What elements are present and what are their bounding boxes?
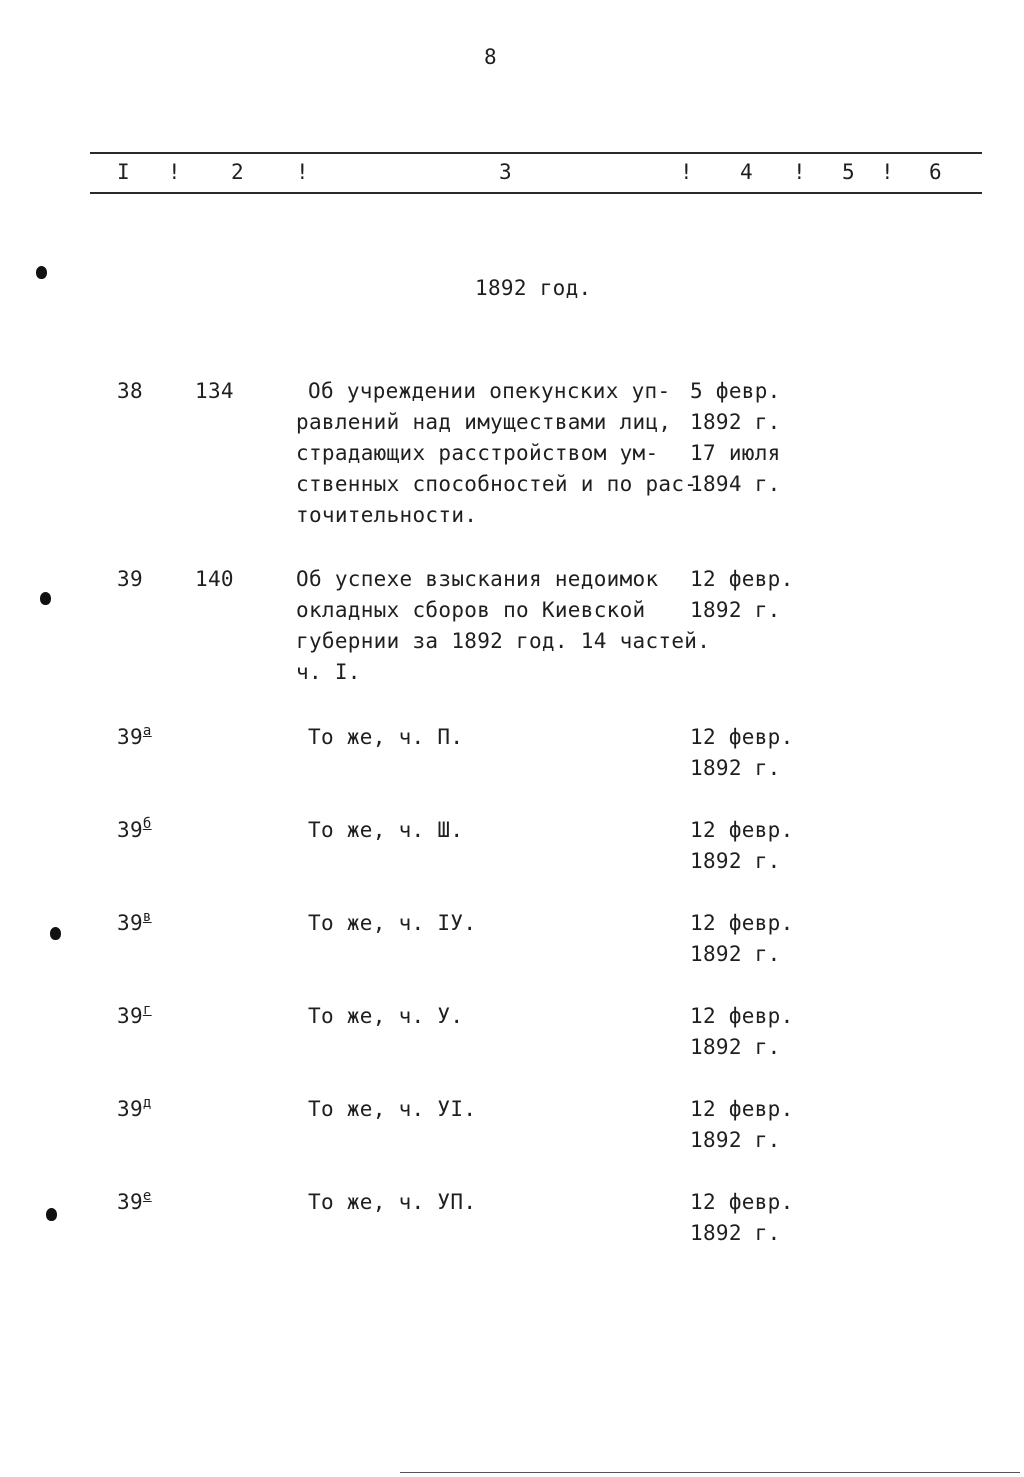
entry-number-superscript: д: [142, 1095, 152, 1111]
punch-hole-mark: [36, 266, 47, 279]
entry-date-line: 12 февр.: [690, 567, 794, 591]
entry-number-base: 39: [117, 1004, 143, 1028]
entry-date-line: 1892 г.: [690, 849, 781, 873]
entry-number-base: 39: [117, 725, 143, 749]
entry-number: 39: [117, 567, 143, 591]
entry-number-superscript: а: [142, 723, 152, 739]
entry-number: 38: [117, 379, 143, 403]
column-header-6: 6: [929, 160, 942, 184]
entry-date-line: 1892 г.: [690, 1035, 781, 1059]
entry-title-line: губернии за 1892 год. 14 частей.: [296, 629, 711, 653]
column-header-3: 3: [499, 160, 512, 184]
column-separator: !: [793, 160, 806, 184]
entry-title-line: ственных способностей и по рас-: [296, 472, 698, 496]
entry-title-line: Об учреждении опекунских уп-: [308, 379, 671, 403]
entry-date-line: 1892 г.: [690, 1128, 781, 1152]
entry-date-line: 12 февр.: [690, 1004, 794, 1028]
entry-date-line: 17 июля: [690, 441, 781, 465]
entry-number: [117, 815, 152, 848]
entry-date-line: 12 февр.: [690, 1190, 794, 1214]
page-bottom-edge: [400, 1472, 1020, 1473]
entry-date-line: 12 февр.: [690, 818, 794, 842]
entry-number-base: 39: [117, 911, 143, 935]
entry-title-line: ч. I.: [296, 660, 361, 684]
entry-title-line: То же, ч. УП.: [308, 1190, 477, 1214]
punch-hole-mark: [40, 592, 51, 605]
entry-number-base: 39: [117, 1190, 143, 1214]
entry-title-line: То же, ч. УI.: [308, 1097, 477, 1121]
column-separator: !: [680, 160, 693, 184]
column-separator: !: [168, 160, 181, 184]
entry-number-superscript: е: [142, 1188, 152, 1204]
entry-date-line: 12 февр.: [690, 1097, 794, 1121]
entry-date-line: 1892 г.: [690, 598, 781, 622]
column-header-4: 4: [740, 160, 753, 184]
entry-title-line: Об успехе взыскания недоимок: [296, 567, 659, 591]
header-bottom-rule: [90, 192, 982, 194]
entry-date-line: 5 февр.: [690, 379, 781, 403]
entry-title-line: страдающих расстройством ум-: [296, 441, 659, 465]
entry-number-base: 39: [117, 1097, 143, 1121]
entry-title-line: То же, ч. У.: [308, 1004, 464, 1028]
sheet-number: 140: [195, 567, 234, 591]
entry-date-line: 1892 г.: [690, 410, 781, 434]
entry-date-line: 1892 г.: [690, 942, 781, 966]
sheet-number: 134: [195, 379, 234, 403]
entry-title-line: точительности.: [296, 503, 478, 527]
entry-number: [117, 1187, 152, 1220]
entry-date-line: 12 февр.: [690, 725, 794, 749]
entry-number: [117, 722, 152, 755]
entry-number: [117, 1094, 152, 1127]
entry-title-line: То же, ч. Ш.: [308, 818, 464, 842]
column-header-2: 2: [231, 160, 244, 184]
page-number: 8: [484, 45, 497, 69]
entry-date-line: 1892 г.: [690, 1221, 781, 1245]
entry-title-line: окладных сборов по Киевской: [296, 598, 646, 622]
column-header-5: 5: [842, 160, 855, 184]
entry-number-superscript: г: [142, 1002, 152, 1018]
header-top-rule: [90, 152, 982, 154]
entry-number: [117, 1001, 152, 1034]
entry-date-line: 12 февр.: [690, 911, 794, 935]
entry-title-line: равлений над имуществами лиц,: [296, 410, 672, 434]
entry-date-line: 1894 г.: [690, 472, 781, 496]
entry-number-base: 39: [117, 818, 143, 842]
column-header-1: I: [117, 160, 130, 184]
column-separator: !: [296, 160, 309, 184]
entry-number-superscript: б: [142, 816, 152, 832]
entry-title-line: То же, ч. IУ.: [308, 911, 477, 935]
column-separator: !: [881, 160, 894, 184]
year-heading: 1892 год.: [475, 276, 592, 300]
punch-hole-mark: [46, 1208, 57, 1221]
entry-number-superscript: в: [142, 909, 152, 925]
punch-hole-mark: [50, 927, 61, 940]
entry-date-line: 1892 г.: [690, 756, 781, 780]
entry-number: [117, 908, 152, 941]
entry-title-line: То же, ч. П.: [308, 725, 464, 749]
